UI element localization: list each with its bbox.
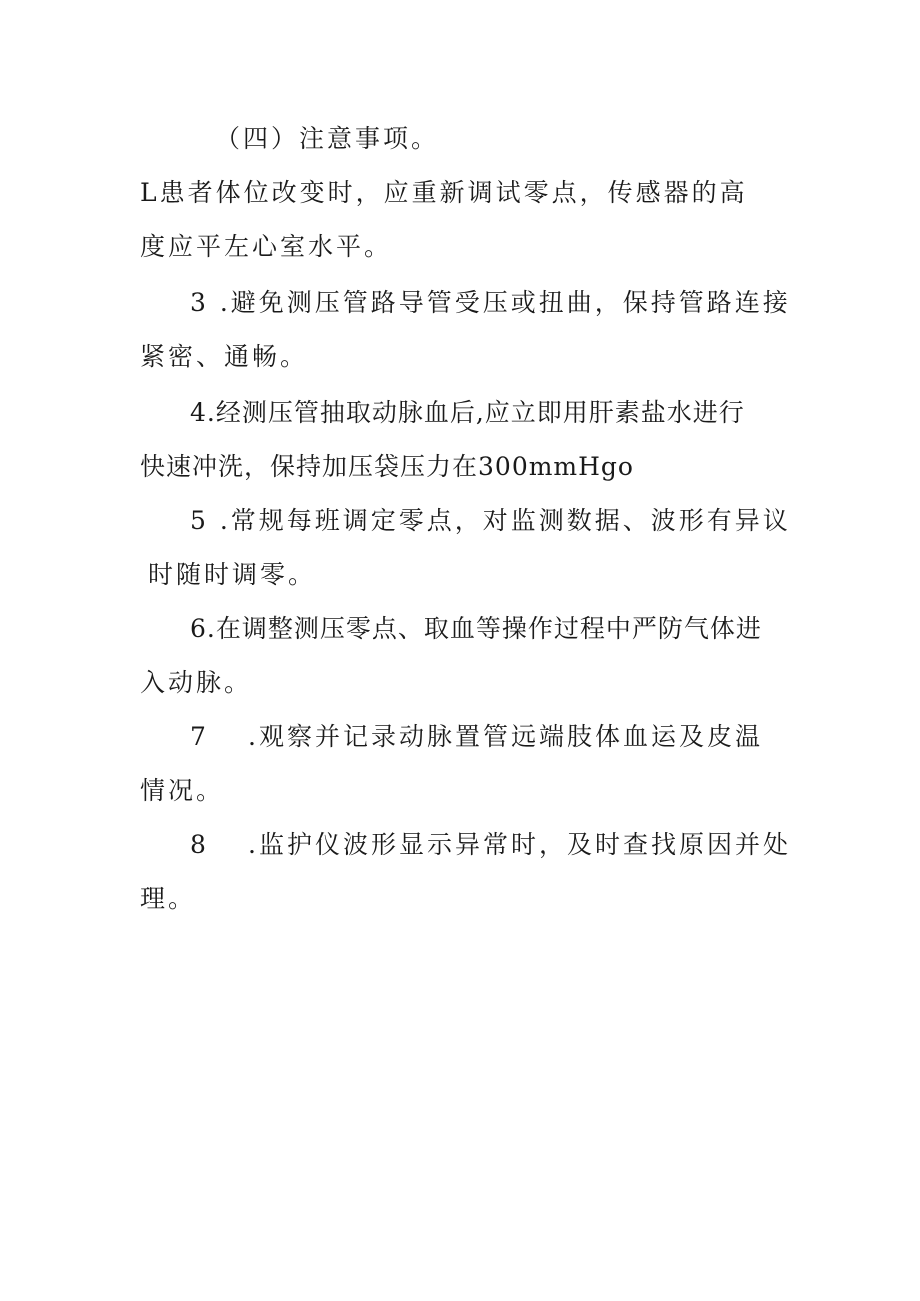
item-5-line-1: 6.在调整测压零点、取血等操作过程中严防气体进 [190, 614, 762, 643]
item-2-line-2: 紧密、通畅。 [140, 342, 309, 371]
section-heading: （四）注意事项。 [215, 124, 440, 153]
item-6-line-1 [190, 720, 845, 754]
item-7-number: 8 [190, 830, 209, 859]
item-6-line-2: 情况。 [140, 776, 225, 805]
item-4-line-1: 5 .常规每班调定零点，对监测数据、波形有异议 [190, 506, 791, 535]
item-1-line-1: L患者体位改变时，应重新调试零点，传感器的高 [140, 178, 748, 207]
item-1-line-2: 度应平左心室水平。 [140, 232, 393, 261]
item-7-line-1 [190, 828, 845, 862]
item-3-line-2: 快速冲洗，保持加压袋压力在300mmHgo [140, 452, 634, 481]
item-6-text: .观察并记录动脉置管远端肢体血运及皮温 [248, 722, 763, 751]
item-4-line-2: 时随时调零。 [148, 560, 317, 589]
item-3-line-1: 4.经测压管抽取动脉血后,应立即用肝素盐水进行 [190, 398, 745, 427]
item-6-number: 7 [190, 722, 209, 751]
item-7-text: .监护仪波形显示异常时，及时查找原因并处 [248, 830, 791, 859]
item-7-line-2: 理。 [140, 884, 197, 913]
item-2-line-1: 3 .避免测压管路导管受压或扭曲，保持管路连接 [190, 288, 791, 317]
item-5-line-2: 入动脉。 [140, 668, 253, 697]
